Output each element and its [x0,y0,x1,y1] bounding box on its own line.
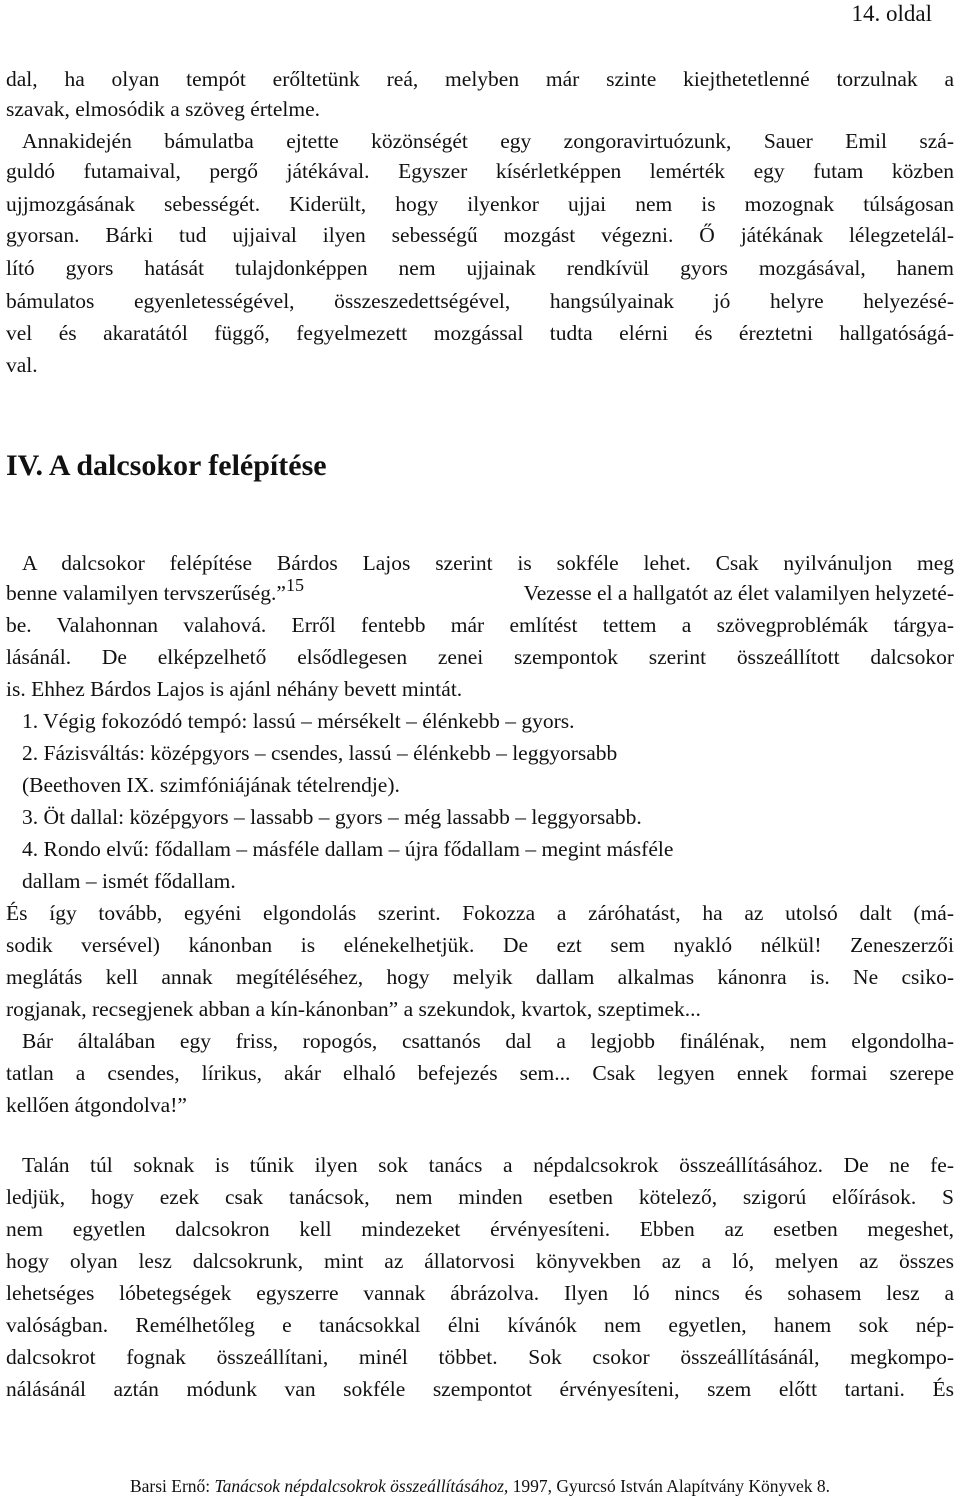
section-heading: IV. A dalcsokor felépítése [6,449,327,482]
text-line: dal, ha olyan tempót erőltetünk reá, melyben már szinte kiejthetetlenné torzulnak a [6,67,954,91]
text-line: val. [6,353,38,377]
text-line: kellően átgondolva!” [6,1093,187,1117]
text-line: szavak, elmosódik a szöveg értelme. [6,97,321,121]
text-line: tatlan a csendes, lírikus, akár elhaló befejezés sem... Csak legyen ennek formai szerepe [6,1061,954,1085]
list-item-continuation: (Beethoven IX. szimfóniájának tételrendje). [22,773,400,797]
text-line: Bár általában egy friss, ropogós, csattanós dal a legjobb finálénak, nem elgondolha- [22,1029,954,1053]
page-footer [0,1474,960,1498]
text-line: ujjmozgásának sebességét. Kiderült, hogy ilyenkor ujjai nem is mozognak túlságosan [6,192,954,216]
page-number: 14. oldal [851,1,932,26]
text-line: gyorsan. Bárki tud ujjaival ilyen sebességű mozgást végezni. Ő játékának lélegzetelál- [6,223,954,247]
list-item: 1. Végig fokozódó tempó: lassú – mérsékelt – élénkebb – gyors. [22,709,575,733]
text-line: És így tovább, egyéni elgondolás szerint. Fokozza a záróhatást, ha az utolsó dalt (má- [6,901,954,925]
text-line: lító gyors hatását tulajdonképpen nem ujjainak rendkívül gyors mozgásával, hanem [6,256,954,280]
text-line: meglátás kell annak megítéléséhez, hogy melyik dallam alkalmas kánonra is. Ne csiko- [6,965,954,989]
text-line: hogy olyan lesz dalcsokrunk, mint az állatorvosi könyvekben az a ló, melyen az összes [6,1249,954,1273]
footer-author: Barsi Ernő: [129,1476,211,1496]
text-line: be. Valahonnan valahová. Erről fentebb már említést tettem a szövegproblémák tárgya- [6,613,954,637]
text-line: valóságban. Remélhetőleg e tanácsokkal élni kívánók nem egyetlen, hanem sok nép- [6,1313,954,1337]
text-line: guldó futamaival, pergő játékával. Egyszer kísérletképpen lemérték egy futam közben [6,159,954,183]
text-line: bámulatos egyenletességével, összeszedettségével, hangsúlyainak jó helyre helyezésé- [6,289,954,313]
footnote-line-continuation: Vezesse el a hallgatót az élet valamilyen helyzeté- [523,581,954,605]
list-item: 3. Öt dallal: középgyors – lassabb – gyors – még lassabb – leggyorsabb. [22,805,642,829]
list-item: 4. Rondo elvű: fődallam – másféle dallam – újra fődallam – megint másféle [22,837,674,861]
text-line: nálásánál aztán módunk van sokféle szempontot érvényesíteni, szem előtt tartani. És [6,1377,954,1401]
text-line: nem egyetlen dalcsokron kell mindezeket érvényesíteni. Ebben az esetben megeshet, [6,1217,954,1241]
text-line: lásánál. De elképzelhető elsődlegesen zenei szempontok szerint összeállított dalcsokor [6,645,954,669]
list-item: 2. Fázisváltás: középgyors – csendes, lassú – élénkebb – leggyorsabb [22,741,618,765]
text-line: lehetséges lóbetegségek egyszerre vannak ábrázolva. Ilyen ló nincs és sohasem lesz a [6,1281,954,1305]
text-line: vel és akaratától függő, fegyelmezett mozgással tudta elérni és éreztetni hallgatóságá- [6,321,954,345]
footnote-reference[interactable]: 15 [285,575,304,595]
footnote-line [6,575,954,608]
footer-publication: 1997, Gyurcsó István Alapítvány Könyvek 8. [512,1476,831,1496]
text-line: dalcsokrot fognak összeállítani, minél többet. Sok csokor összeállításánál, megkompo- [6,1345,954,1369]
list-item-continuation: dallam – ismét fődallam. [22,869,236,893]
text-line: is. Ehhez Bárdos Lajos is ajánl néhány bevett mintát. [6,677,463,701]
footer-title: Tanácsok népdalcsokrok összeállításához, [214,1476,509,1496]
text-line: rogjanak, recsegjenek abban a kín-kánonban” a szekundok, kvartok, szeptimek... [6,997,701,1021]
text-line: A dalcsokor felépítése Bárdos Lajos szerint is sokféle lehet. Csak nyilvánuljon meg [22,551,954,575]
text-line: Talán túl soknak is tűnik ilyen sok tanács a népdalcsokrok összeállításához. De ne fe- [22,1153,954,1177]
text-line: sodik versével) kánonban is elénekelhetjük. De ezt sem nyakló nélkül! Zeneszerzői [6,933,954,957]
text-line: Annakidején bámulatba ejtette közönségét egy zongoravirtuózunk, Sauer Emil szá- [22,129,954,153]
text-line: ledjük, hogy ezek csak tanácsok, nem minden esetben kötelező, szigorú előírások. S [6,1185,954,1209]
footnote-line-text: benne valamilyen tervszerűség.” [6,581,286,605]
